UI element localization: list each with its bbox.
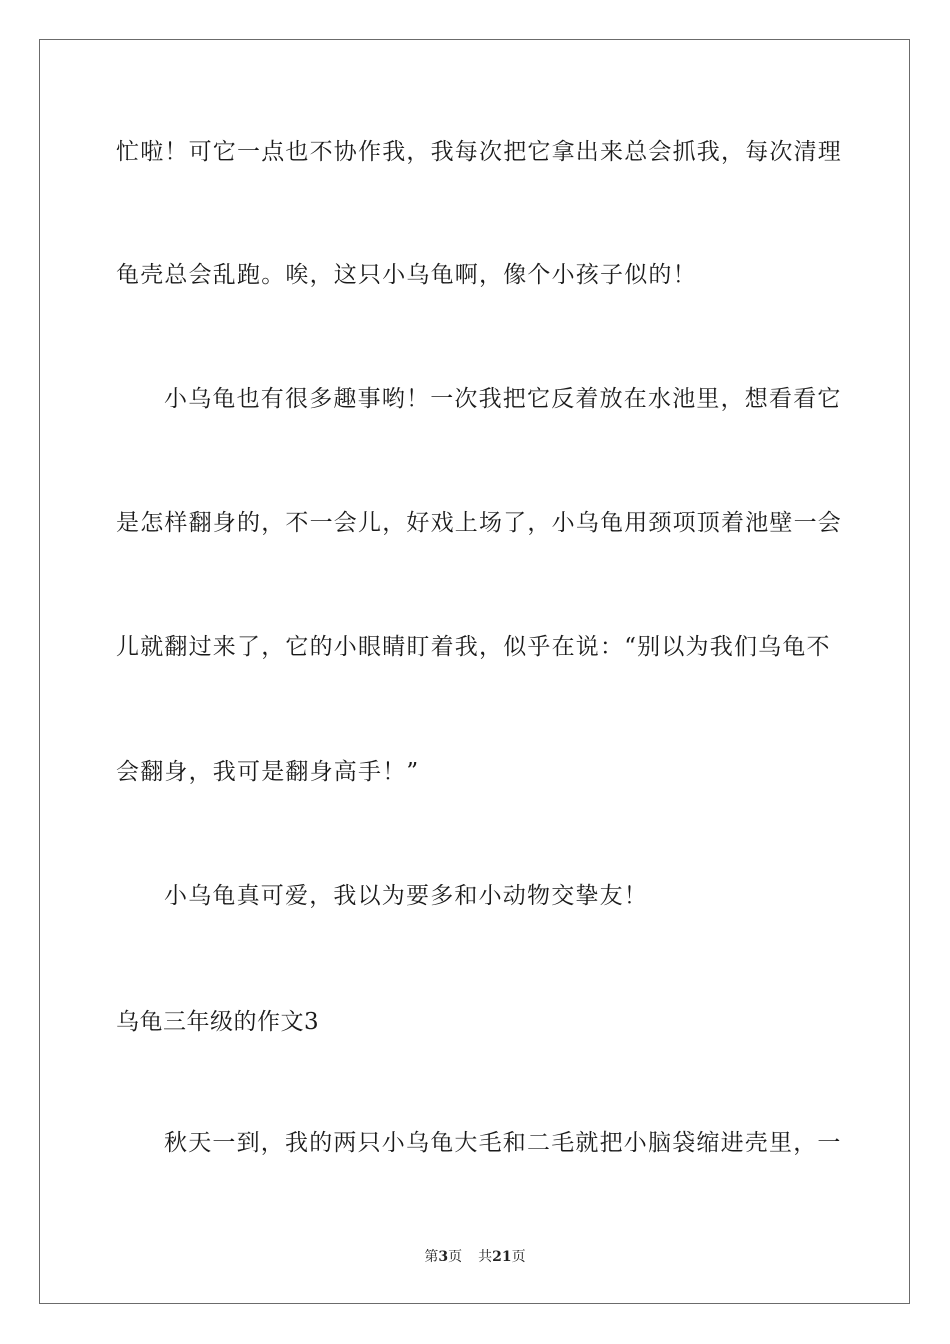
paragraph-line: 忙啦！可它一点也不协作我，我每次把它拿出来总会抓我，每次清理 — [116, 139, 842, 165]
paragraph-line: 秋天一到，我的两只小乌龟大毛和二毛就把小脑袋缩进壳里，一 — [164, 1130, 842, 1156]
footer-page-prefix: 第 — [424, 1249, 439, 1265]
section-heading: 乌龟三年级的作文3 — [116, 1009, 320, 1035]
paragraph-line: 小乌龟真可爱，我以为要多和小动物交挚友！ — [164, 883, 648, 909]
paragraph-line: 会翻身，我可是翻身高手！” — [116, 759, 420, 785]
footer-page-suffix: 页 — [448, 1249, 463, 1265]
footer-page-number: 3 — [438, 1249, 449, 1265]
footer-total-pages: 21 — [492, 1249, 512, 1265]
paragraph-line: 儿就翻过来了，它的小眼睛盯着我，似乎在说：“别以为我们乌龟不 — [116, 634, 831, 660]
footer-total-prefix: 共 — [478, 1249, 493, 1265]
footer-total-suffix: 页 — [511, 1249, 526, 1265]
page-footer — [0, 1246, 950, 1266]
paragraph-line: 龟壳总会乱跑。唉，这只小乌龟啊，像个小孩子似的！ — [116, 262, 697, 288]
paragraph-line: 是怎样翻身的，不一会儿，好戏上场了，小乌龟用颈项顶着池壁一会 — [116, 510, 842, 536]
page-border — [39, 39, 910, 1304]
paragraph-line: 小乌龟也有很多趣事哟！一次我把它反着放在水池里，想看看它 — [164, 386, 842, 412]
